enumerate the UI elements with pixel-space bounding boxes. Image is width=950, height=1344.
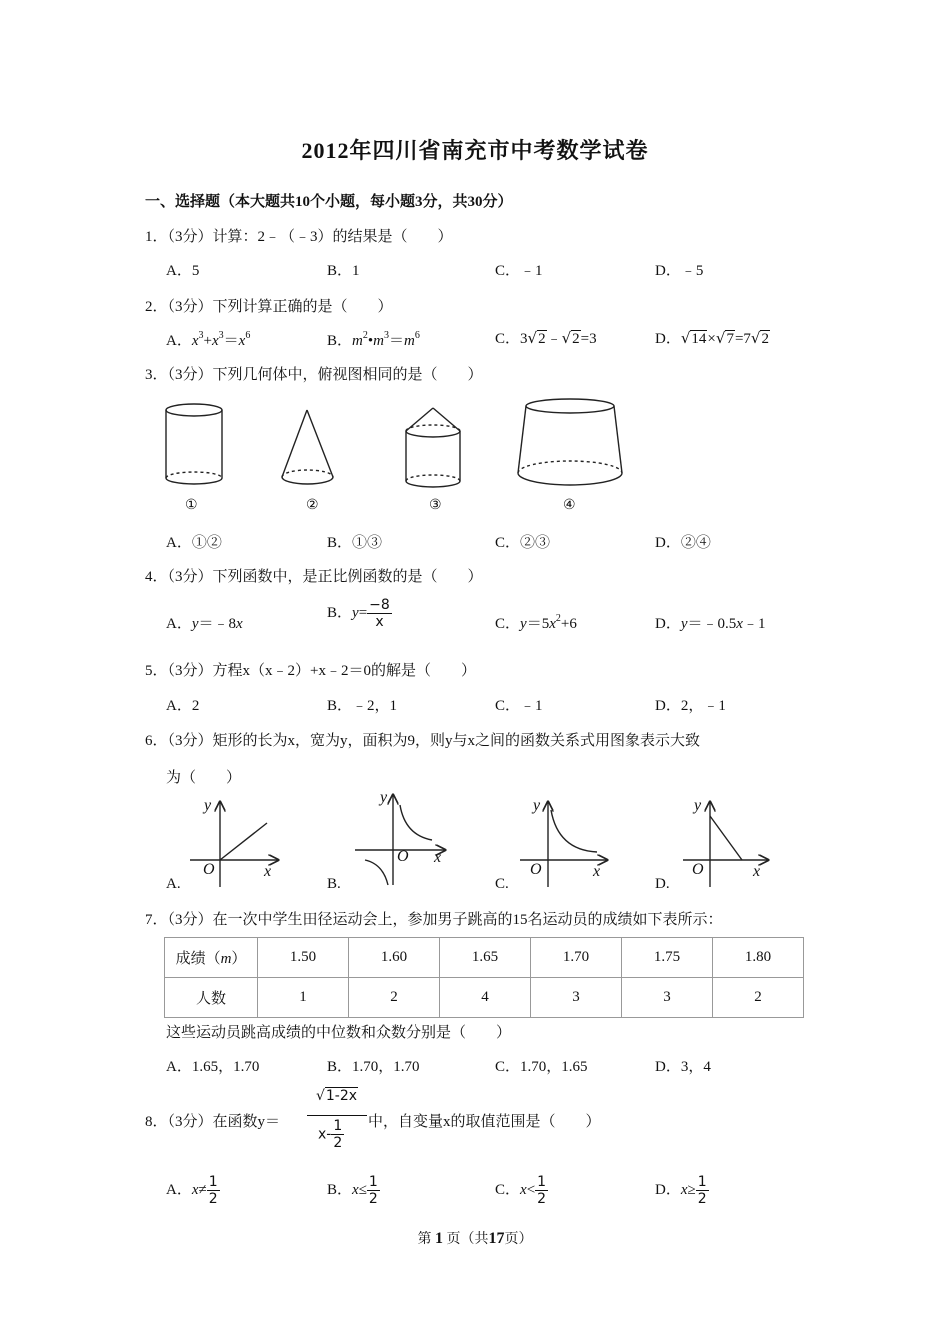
q2-option-b: B．$m^2•m^3=m^6$ [327,330,420,349]
graph-a-origin: O [203,861,215,878]
section-heading: 一、选择题（本大题共10个小题，每小题3分，共30分） [145,194,513,210]
graph-b-y-label: y [380,789,388,806]
graph-d-origin: O [692,861,704,878]
table-cell: 成绩（m） [165,938,258,978]
q3-option-c: C．②③ [495,535,551,551]
table-cell: 1.80 [713,938,804,978]
q8-option-a: A．x≠ $\frac{1}{2}$ [166,1174,218,1208]
cone-solid [282,410,333,484]
graph-b-x-label: x [434,849,442,866]
question-8-prefix: 8．（3分）在函数y＝ [145,1114,281,1130]
q7-option-a: A．1.65，1.70 [166,1059,260,1075]
table-cell: 1.70 [531,938,622,978]
q7-option-c: C．1.70，1.65 [495,1059,588,1075]
table-cell: 1.65 [440,938,531,978]
q6-option-a: A. [166,876,181,892]
page-title: 2012年四川省南充市中考数学试卷 [301,138,649,163]
q7-option-d: D．3，4 [655,1059,711,1075]
table-row [165,978,804,1018]
frustum-solid [518,399,622,485]
graph-d-x-label: x [753,863,761,880]
q5-option-b: B．﹣2，1 [327,698,398,714]
table-cell: 1.75 [622,938,713,978]
graph-b [355,795,445,885]
q1-option-a: A．5 [166,263,200,279]
q3-option-b: B．①③ [327,535,383,551]
q4-option-b: B．y= $\frac{-8}{x}$ [327,597,390,631]
graph-options-figure [150,790,830,890]
q6-option-d: D. [655,876,670,892]
q1-option-b: B．1 [327,263,360,279]
q8-option-d: D．x≥ $\frac{1}{2}$ [655,1174,707,1208]
q8-option-b: B．x≤ $\frac{1}{2}$ [327,1174,378,1208]
table-cell: 人数 [165,978,258,1018]
score-table [164,937,804,1018]
graph-d-y-label: y [694,797,702,814]
question-7: 7．（3分）在一次中学生田径运动会上，参加男子跳高的15名运动员的成绩如下表所示： [145,912,723,928]
question-6-line-2: 为（ ） [166,770,242,786]
question-5: 5．（3分）方程x（x﹣2）+x﹣2＝0的解是（ ） [145,663,476,679]
question-7-followup: 这些运动员跳高成绩的中位数和众数分别是（ ） [166,1025,512,1041]
table-cell: 4 [440,978,531,1018]
q4-option-a: A．y＝﹣8x [166,616,243,632]
q4-option-c: C．$y=5x^2+6$ [495,613,577,632]
table-cell: 3 [622,978,713,1018]
fig-label-2: ② [306,498,319,513]
q7-option-b: B．1.70，1.70 [327,1059,420,1075]
table-cell: 1.60 [349,938,440,978]
fig-label-4: ④ [563,498,576,513]
table-cell: 2 [713,978,804,1018]
q8-fraction-bar [307,1115,367,1116]
q5-option-a: A．2 [166,698,200,714]
page-footer: 第 1 页（共17页） [417,1230,533,1247]
q2-option-c: C．3√2﹣√2=3 [495,329,597,347]
q1-option-d: D．﹣5 [655,263,704,279]
table-cell: 2 [349,978,440,1018]
q1-option-c: C．﹣1 [495,263,543,279]
q5-option-d: D．2，﹣1 [655,698,726,714]
question-2: 2．（3分）下列计算正确的是（ ） [145,299,393,315]
graph-b-origin: O [397,848,409,865]
solids-figure [150,398,630,518]
q5-option-c: C．﹣1 [495,698,543,714]
q8-function-numerator: √1-2x [315,1088,358,1104]
question-3: 3．（3分）下列几何体中，俯视图相同的是（ ） [145,367,483,383]
graph-a-y-label: y [204,797,212,814]
q2-option-a: A．$x^3+x^3=x^6$ [166,330,251,349]
graph-a-x-label: x [264,863,272,880]
question-6-line-1: 6．（3分）矩形的长为x，宽为y，面积为9，则y与x之间的函数关系式用图象表示大致 [145,733,701,749]
table-cell: 3 [531,978,622,1018]
q3-option-a: A．①② [166,535,222,551]
fig-label-3: ③ [429,498,442,513]
q4-option-d: D．y＝﹣0.5x﹣1 [655,616,766,632]
q8-option-c: C．x< $\frac{1}{2}$ [495,1174,547,1208]
table-cell: 1.50 [258,938,349,978]
q3-option-d: D．②④ [655,535,711,551]
table-row [165,938,804,978]
graph-c-y-label: y [533,797,541,814]
q6-option-c: C. [495,876,509,892]
fig-label-1: ① [185,498,198,513]
graph-c-x-label: x [593,863,601,880]
cone-cylinder-solid [406,408,460,487]
question-8-suffix: 中，自变量x的取值范围是（ ） [368,1114,601,1130]
question-4: 4．（3分）下列函数中，是正比例函数的是（ ） [145,569,483,585]
question-1: 1．（3分）计算：2﹣（﹣3）的结果是（ ） [145,229,453,245]
graph-c-origin: O [530,861,542,878]
q8-function-denominator: x- $\frac{1}{2}$ [318,1118,343,1152]
q6-option-b: B. [327,876,341,892]
table-cell: 1 [258,978,349,1018]
q2-option-d: D．√14×√7=7√2 [655,329,769,347]
cylinder-solid [166,404,222,484]
